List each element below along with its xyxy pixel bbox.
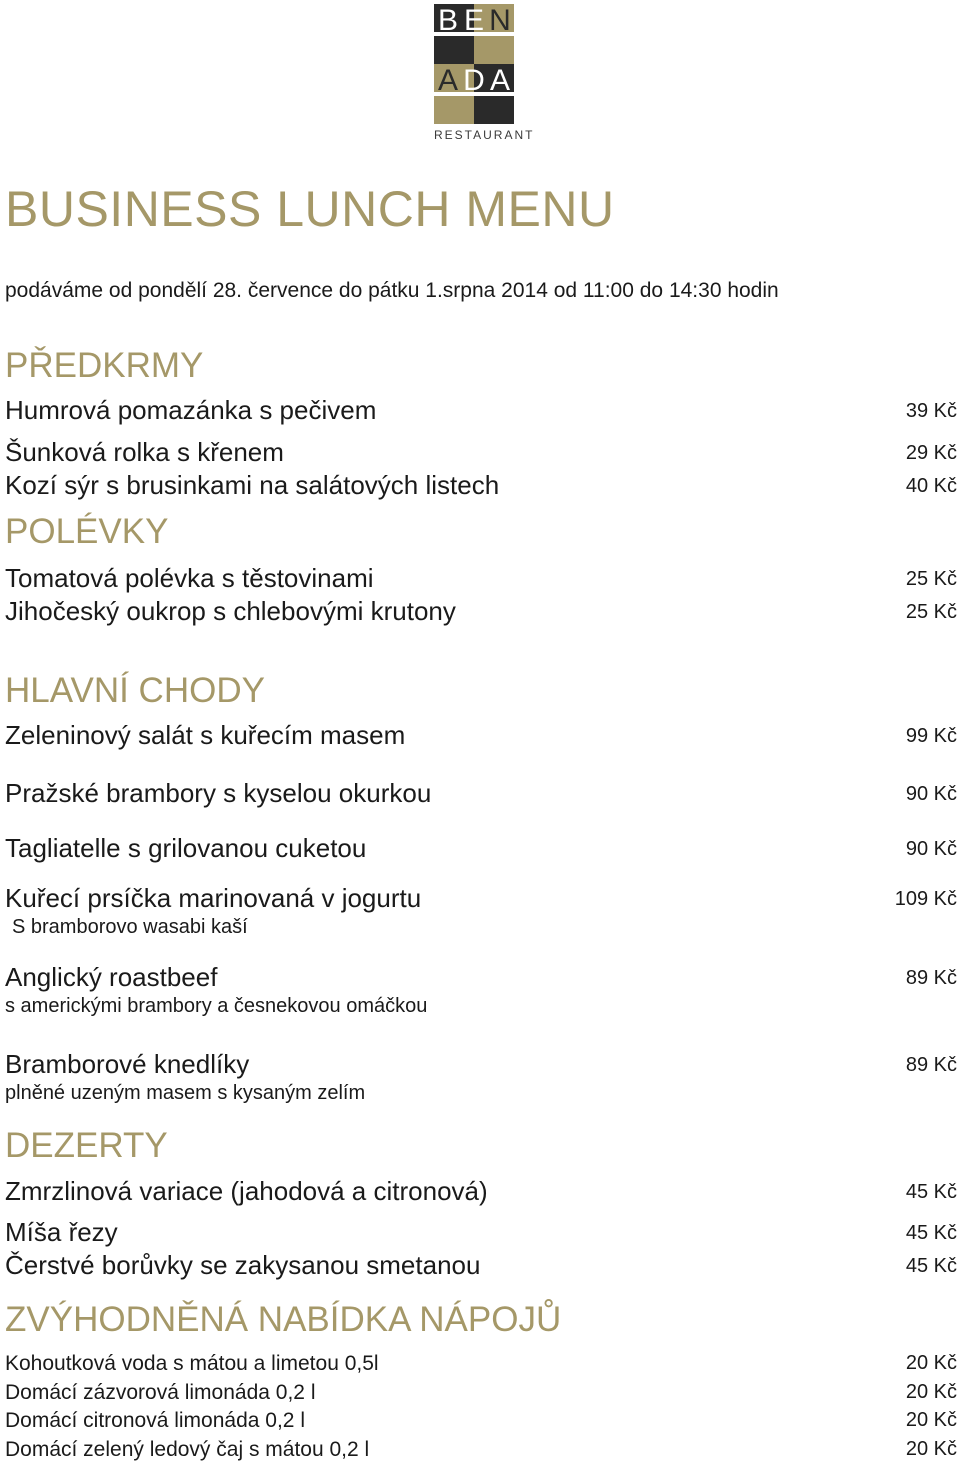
menu-item bbox=[5, 962, 957, 1017]
item-price: 20 Kč bbox=[905, 1438, 957, 1460]
menu-item bbox=[5, 1438, 957, 1472]
item-name: Pražské brambory s kyselou okurkou bbox=[5, 778, 432, 808]
item-name: Kozí sýr s brusinkami na salátových listech bbox=[5, 470, 500, 500]
menu-item bbox=[5, 563, 957, 597]
item-price: 45 Kč bbox=[905, 1181, 957, 1203]
item-name: Domácí zelený ledový čaj s mátou 0,2 l bbox=[5, 1438, 370, 1461]
item-price: 90 Kč bbox=[905, 783, 957, 805]
logo-letter-2: E bbox=[463, 4, 485, 37]
item-price: 39 Kč bbox=[905, 400, 957, 422]
item-price: 25 Kč bbox=[905, 568, 957, 590]
item-name: Šunková rolka s křenem bbox=[5, 437, 284, 467]
item-price: 40 Kč bbox=[905, 475, 957, 497]
item-note: s americkými brambory a česnekovou omáčkou bbox=[5, 995, 428, 1017]
item-name: Zmrzlinová variace (jahodová a citronová) bbox=[5, 1176, 488, 1206]
restaurant-logo bbox=[434, 4, 535, 146]
menu-item bbox=[5, 1250, 957, 1284]
item-price: 90 Kč bbox=[905, 838, 957, 860]
logo-letter-4: A bbox=[437, 64, 459, 97]
item-price: 45 Kč bbox=[905, 1255, 957, 1277]
menu-item bbox=[5, 437, 957, 471]
item-price: 89 Kč bbox=[905, 967, 957, 989]
menu-item bbox=[5, 1176, 957, 1210]
logo-letter-3: N bbox=[489, 4, 511, 37]
item-name: Kuřecí prsíčka marinovaná v jogurtu bbox=[5, 883, 422, 913]
logo-caption: RESTAURANT bbox=[434, 128, 535, 142]
menu-item bbox=[5, 596, 957, 630]
item-price: 29 Kč bbox=[905, 442, 957, 464]
section-heading-mains: HLAVNÍ CHODY bbox=[5, 671, 265, 710]
item-price: 109 Kč bbox=[894, 888, 957, 910]
logo-mark bbox=[434, 4, 514, 124]
item-name: Jihočeský oukrop s chlebovými krutony bbox=[5, 596, 456, 626]
menu-item bbox=[5, 395, 957, 429]
item-name: Tagliatelle s grilovanou cuketou bbox=[5, 833, 367, 863]
section-heading-drinks: ZVÝHODNĚNÁ NABÍDKA NÁPOJŮ bbox=[5, 1300, 562, 1339]
menu-item bbox=[5, 883, 957, 938]
item-name: Anglický roastbeef bbox=[5, 962, 218, 992]
item-name: Kohoutková voda s mátou a limetou 0,5l bbox=[5, 1352, 379, 1375]
section-heading-desserts: DEZERTY bbox=[5, 1126, 168, 1165]
item-name: Zeleninový salát s kuřecím masem bbox=[5, 720, 406, 750]
item-price: 25 Kč bbox=[905, 601, 957, 623]
item-price: 45 Kč bbox=[905, 1222, 957, 1244]
item-price: 20 Kč bbox=[905, 1381, 957, 1403]
item-price: 20 Kč bbox=[905, 1352, 957, 1374]
item-note: S bramborovo wasabi kaší bbox=[12, 916, 248, 938]
item-name: Bramborové knedlíky bbox=[5, 1049, 250, 1079]
menu-item bbox=[5, 1049, 957, 1104]
item-price: 20 Kč bbox=[905, 1409, 957, 1431]
menu-item bbox=[5, 778, 957, 812]
menu-item bbox=[5, 833, 957, 867]
menu-title: BUSINESS LUNCH MENU bbox=[5, 181, 615, 237]
logo-letter-6: A bbox=[489, 64, 511, 97]
menu-item bbox=[5, 720, 957, 754]
logo-letter-5: D bbox=[463, 64, 485, 97]
logo-letter-1: B bbox=[437, 4, 459, 37]
menu-item bbox=[5, 1217, 957, 1251]
section-heading-starters: PŘEDKRMY bbox=[5, 346, 204, 385]
item-name: Domácí citronová limonáda 0,2 l bbox=[5, 1409, 305, 1432]
item-name: Tomatová polévka s těstovinami bbox=[5, 563, 374, 593]
section-heading-soups: POLÉVKY bbox=[5, 512, 169, 551]
item-price: 99 Kč bbox=[905, 725, 957, 747]
item-name: Míša řezy bbox=[5, 1217, 118, 1247]
item-name: Čerstvé borůvky se zakysanou smetanou bbox=[5, 1250, 481, 1280]
menu-dates: podáváme od pondělí 28. července do pátku 1.srpna 2014 od 11:00 do 14:30 hodin bbox=[5, 279, 779, 302]
item-price: 89 Kč bbox=[905, 1054, 957, 1076]
item-note: plněné uzeným masem s kysaným zelím bbox=[5, 1082, 366, 1104]
item-name: Domácí zázvorová limonáda 0,2 l bbox=[5, 1381, 316, 1404]
item-name: Humrová pomazánka s pečivem bbox=[5, 395, 377, 425]
menu-item bbox=[5, 470, 957, 504]
